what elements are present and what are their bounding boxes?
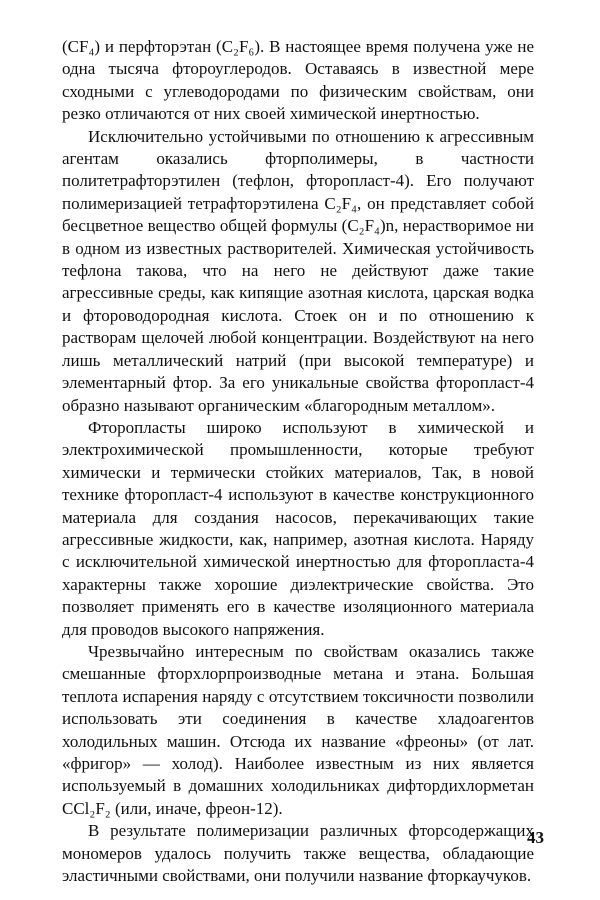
paragraph-fluorocarbons: (CF₄) и перфторэтан (C₂F₆). В настоящее время получена уже не одна тысяча фтороуглеродов. Оставаясь в известной мере сходными с углеводородами по физическим свойствам, они резко отличаются от них своей химической инертностью. <box>62 37 534 124</box>
paragraph-freons: Чрезвычайно интересным по свойствам оказались также смешанные фторхлорпроизводные метана и этана. Большая теплота испарения наряду с отсутствием токсичности позволили использовать эти соединения в качестве хладоагентов холодильных машин. Отсюда их название «фреоны» (от лат. «фригор» — холод). Наиболее известным из них является используемый в домашних холодильниках дифтордихлорметан CCl₂F₂ (или, иначе, фреон-12). <box>62 641 534 818</box>
paragraph-fluororubbers: В результате полимеризации различных фторсодержащих мономеров удалось получить также вещества, обладающие эластичными свойствами, они получили название фторкаучуков. <box>62 821 534 886</box>
page-body <box>62 36 534 887</box>
paragraph-fluoroplastics-use: Фторопласты широко используют в химической и электрохимической промышленности, которые требуют химически и термически стойких материалов, Так, в новой технике фторопласт-4 используют в качестве конструкционного материала для создания насосов, перекачивающих такие агрессивные жидкости, как, например, азотная кислота. Наряду с исключительной химической инертностью для фторопласта-4 характерны также хорошие диэлектрические свойства. Это позволяет применять его в качестве изоляционного материала для проводов высокого напряжения. <box>62 417 534 639</box>
paragraph-teflon: Исключительно устойчивыми по отношению к агрессивным агентам оказались фторполимеры, в частности политетрафторэтилен (тефлон, фторопласт-4). Его получают полимеризацией тетрафторэтилена C₂F₄, он представляет собой бесцветное вещество общей формулы (C₂F₄)n, нерастворимое ни в одном из известных растворителей. Химическая устойчивость тефлона такова, что на него не действуют даже такие агрессивные среды, как кипящие азотная кислота, царская водка и фтороводородная кислота. Стоек он и по отношению к растворам щелочей любой концентрации. Воздействуют на него лишь металлический натрий (при высокой температуре) и элементарный фтор. За его уникальные свойства фторопласт-4 образно называют органическим «благородным металлом». <box>62 126 534 415</box>
page-number: 43 <box>527 828 544 847</box>
